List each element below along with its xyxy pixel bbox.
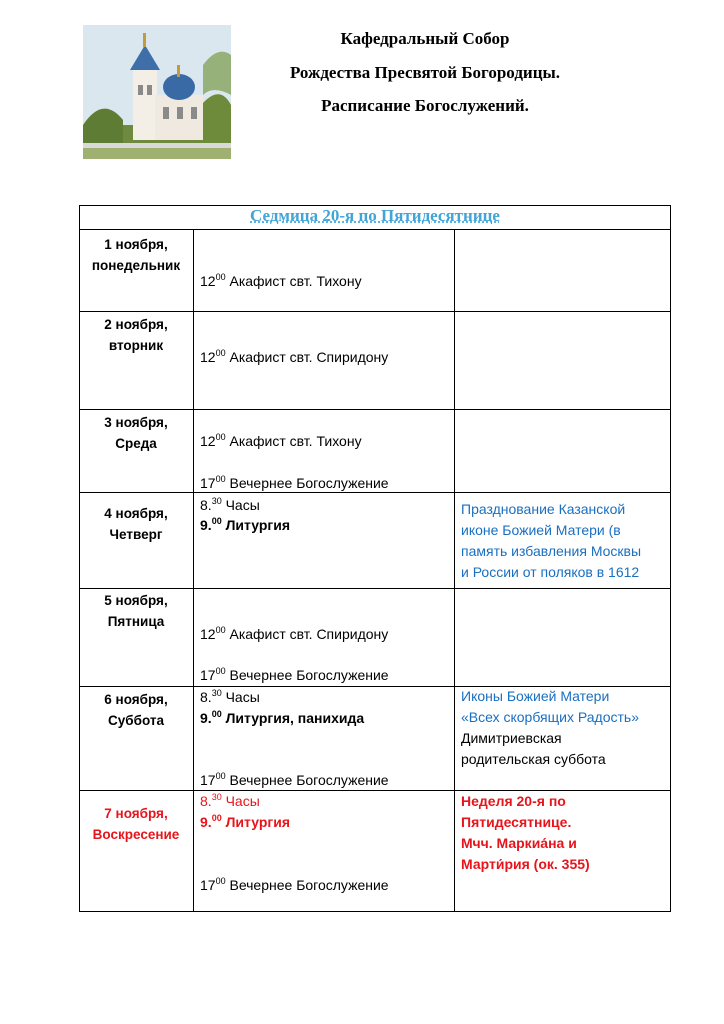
day-1-label: 1 ноября, понедельник — [91, 237, 181, 273]
day-6-note: Иконы Божией Матери «Всех скорбящих Радость» Димитриевская родительская суббота — [461, 688, 639, 767]
day-7-service-2: 9.00 Литургия — [200, 813, 290, 830]
day-1-service-1: $12^{00}$ Акафист свт. Тихону — [200, 272, 362, 289]
day-7-note: Неделя 20-я по Пятидесятнице. Мчч. Маркиа́на и Марти́рия (ок. 355) — [461, 793, 590, 872]
day-7-service-3: $17^{00}$ Вечернее Богослужение — [200, 876, 389, 893]
day-6-label: 6 ноября, Суббота — [104, 692, 168, 728]
day-2-label: 2 ноября, вторник — [104, 317, 168, 353]
day-4-label: 4 ноября, Четверг — [104, 506, 168, 542]
cathedral-dedication: Рождества Пресвятой Богородицы. — [289, 63, 561, 82]
day-6-service-1: 8.30 Часы — [200, 688, 260, 705]
day-3-service-1: $12^{00}$ Акафист свт. Тихону — [200, 432, 362, 449]
day-4-note: Празднование Казанской иконе Божией Матери (в память избавления Москвы и России от поляков в 1612 — [461, 501, 642, 580]
cathedral-name: Кафедральный Собор — [340, 29, 510, 48]
day-3-label: 3 ноября, Среда — [104, 415, 168, 451]
day-5-service-2: $17^{00}$ Вечернее Богослужение — [200, 666, 389, 683]
day-2-service-1: $12^{00}$ Акафист свт. Спиридону — [200, 348, 389, 365]
day-6-service-3: $17^{00}$ Вечернее Богослужение — [200, 771, 389, 788]
day-4-service-2: 9.00 Литургия — [200, 516, 290, 533]
schedule-title: Расписание Богослужений. — [321, 96, 529, 115]
day-3-service-2: $17^{00}$ Вечернее Богослужение — [200, 474, 389, 491]
cathedral-photo — [83, 25, 231, 159]
day-6-service-2: 9.00 Литургия, панихида — [200, 709, 365, 726]
week-title: Седмица 20-я по Пятидесятнице — [250, 206, 500, 225]
day-7-label: 7 ноября, Воскресение — [92, 806, 180, 842]
day-4-service-1: 8.30 Часы — [200, 496, 260, 513]
day-5-label: 5 ноября, Пятница — [104, 593, 168, 629]
day-7-service-1: 8.30 Часы — [200, 792, 260, 809]
day-5-service-1: $12^{00}$ Акафист свт. Спиридону — [200, 625, 389, 642]
